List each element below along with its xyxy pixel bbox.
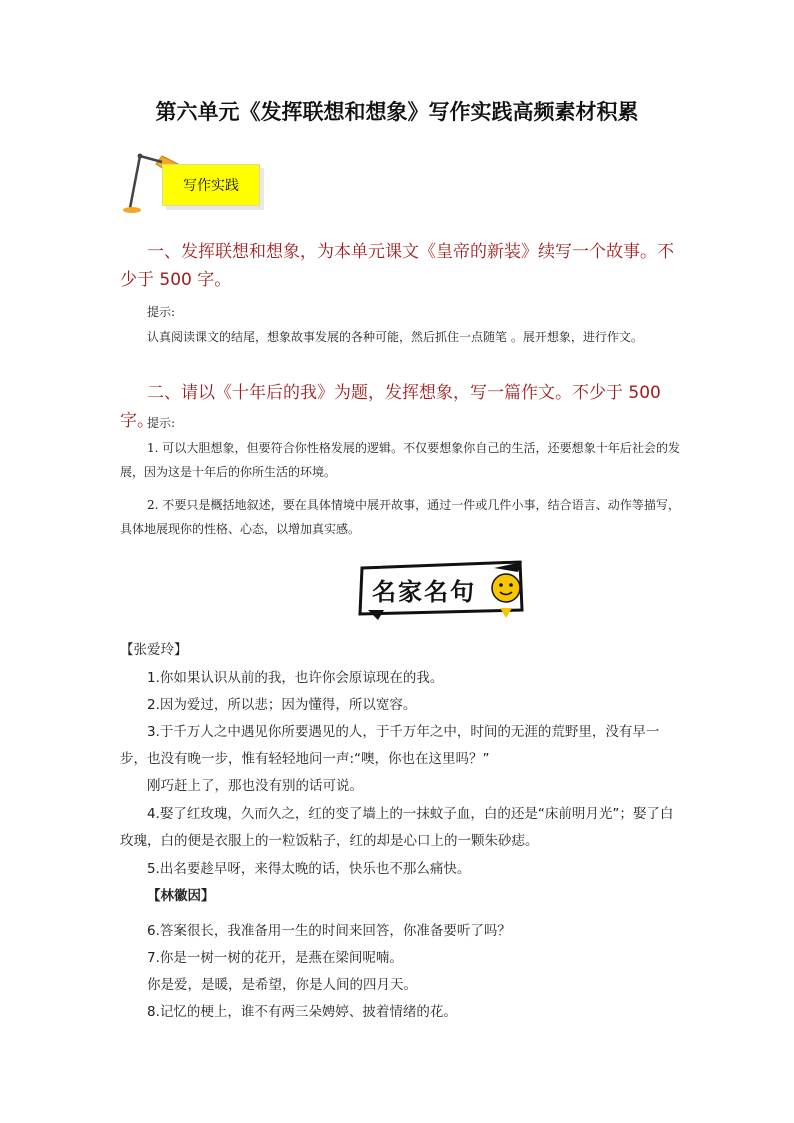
- practice1-prompt: 一、发挥联想和想象，为本单元课文《皇帝的新装》续写一个故事。不少于 500 字。: [120, 242, 674, 290]
- practice2-hint-1: 1. 可以大胆想象，但要符合你性格发展的逻辑。不仅要想象你自己的生活，还要想象十年后社会的发展，因为这是十年后的你所生活的环境。: [120, 441, 680, 479]
- quote-8: 8.记忆的梗上，谁不有两三朵娉婷、披着情绪的花。: [147, 1004, 457, 1020]
- section-badge-writing-practice: 写作实践: [162, 164, 260, 206]
- author-lin-huiyin: 【林徽因】: [147, 888, 215, 904]
- page-title: 第六单元《发挥联想和想象》写作实践高频素材积累: [155, 99, 639, 124]
- quote-3b: 刚巧赶上了，那也没有别的话可说。: [147, 778, 363, 794]
- quote-6: 6.答案很长，我准备用一生的时间来回答，你准备要听了吗？: [147, 923, 511, 939]
- quote-5: 5.出名要趁早呀，来得太晚的话，快乐也不那么痛快。: [147, 861, 471, 877]
- quote-4: 4.娶了红玫瑰，久而久之，红的变了墙上的一抹蚊子血，白的还是“床前明月光”；娶了白玫瑰，白的便是衣服上的一粒饭粘子，红的却是心口上的一颗朱砂痣。: [120, 806, 674, 849]
- author-zhang-ailing: 【张爱玲】: [120, 642, 188, 658]
- quote-1: 1.你如果认识从前的我，也许你会原谅现在的我。: [147, 670, 444, 686]
- quote-7b: 你是爱，是暖，是希望，你是人间的四月天。: [147, 977, 417, 993]
- practice1-hint-text: 认真阅读课文的结尾，想象故事发展的各种可能，然后抓住一点随笔 。展开想象，进行作文。: [147, 330, 643, 344]
- practice2-prompt: 二、请以《十年后的我》为题，发挥想象，写一篇作文。不少于 500 字。: [120, 383, 661, 431]
- quote-7: 7.你是一树一树的花开，是燕在梁间呢喃。: [147, 950, 403, 966]
- quotes-banner: [350, 558, 540, 623]
- quote-3: 3.于千万人之中遇见你所要遇见的人，于千万年之中，时间的无涯的荒野里，没有早一步，也没有晚一步，惟有轻轻地问一声:“噢，你也在这里吗？”: [120, 724, 660, 767]
- practice2-hint-label: 提示:: [147, 416, 176, 430]
- quotes-banner-label: 名家名句: [372, 577, 476, 606]
- practice2-hint-2: 2. 不要只是概括地叙述，要在具体情境中展开故事，通过一件或几件小事，结合语言、动作等描写，具体地展现你的性格、心态，以增加真实感。: [120, 498, 680, 536]
- practice1-hint-label: 提示:: [147, 305, 176, 319]
- quote-2: 2.因为爱过，所以悲；因为懂得，所以宽容。: [147, 697, 417, 713]
